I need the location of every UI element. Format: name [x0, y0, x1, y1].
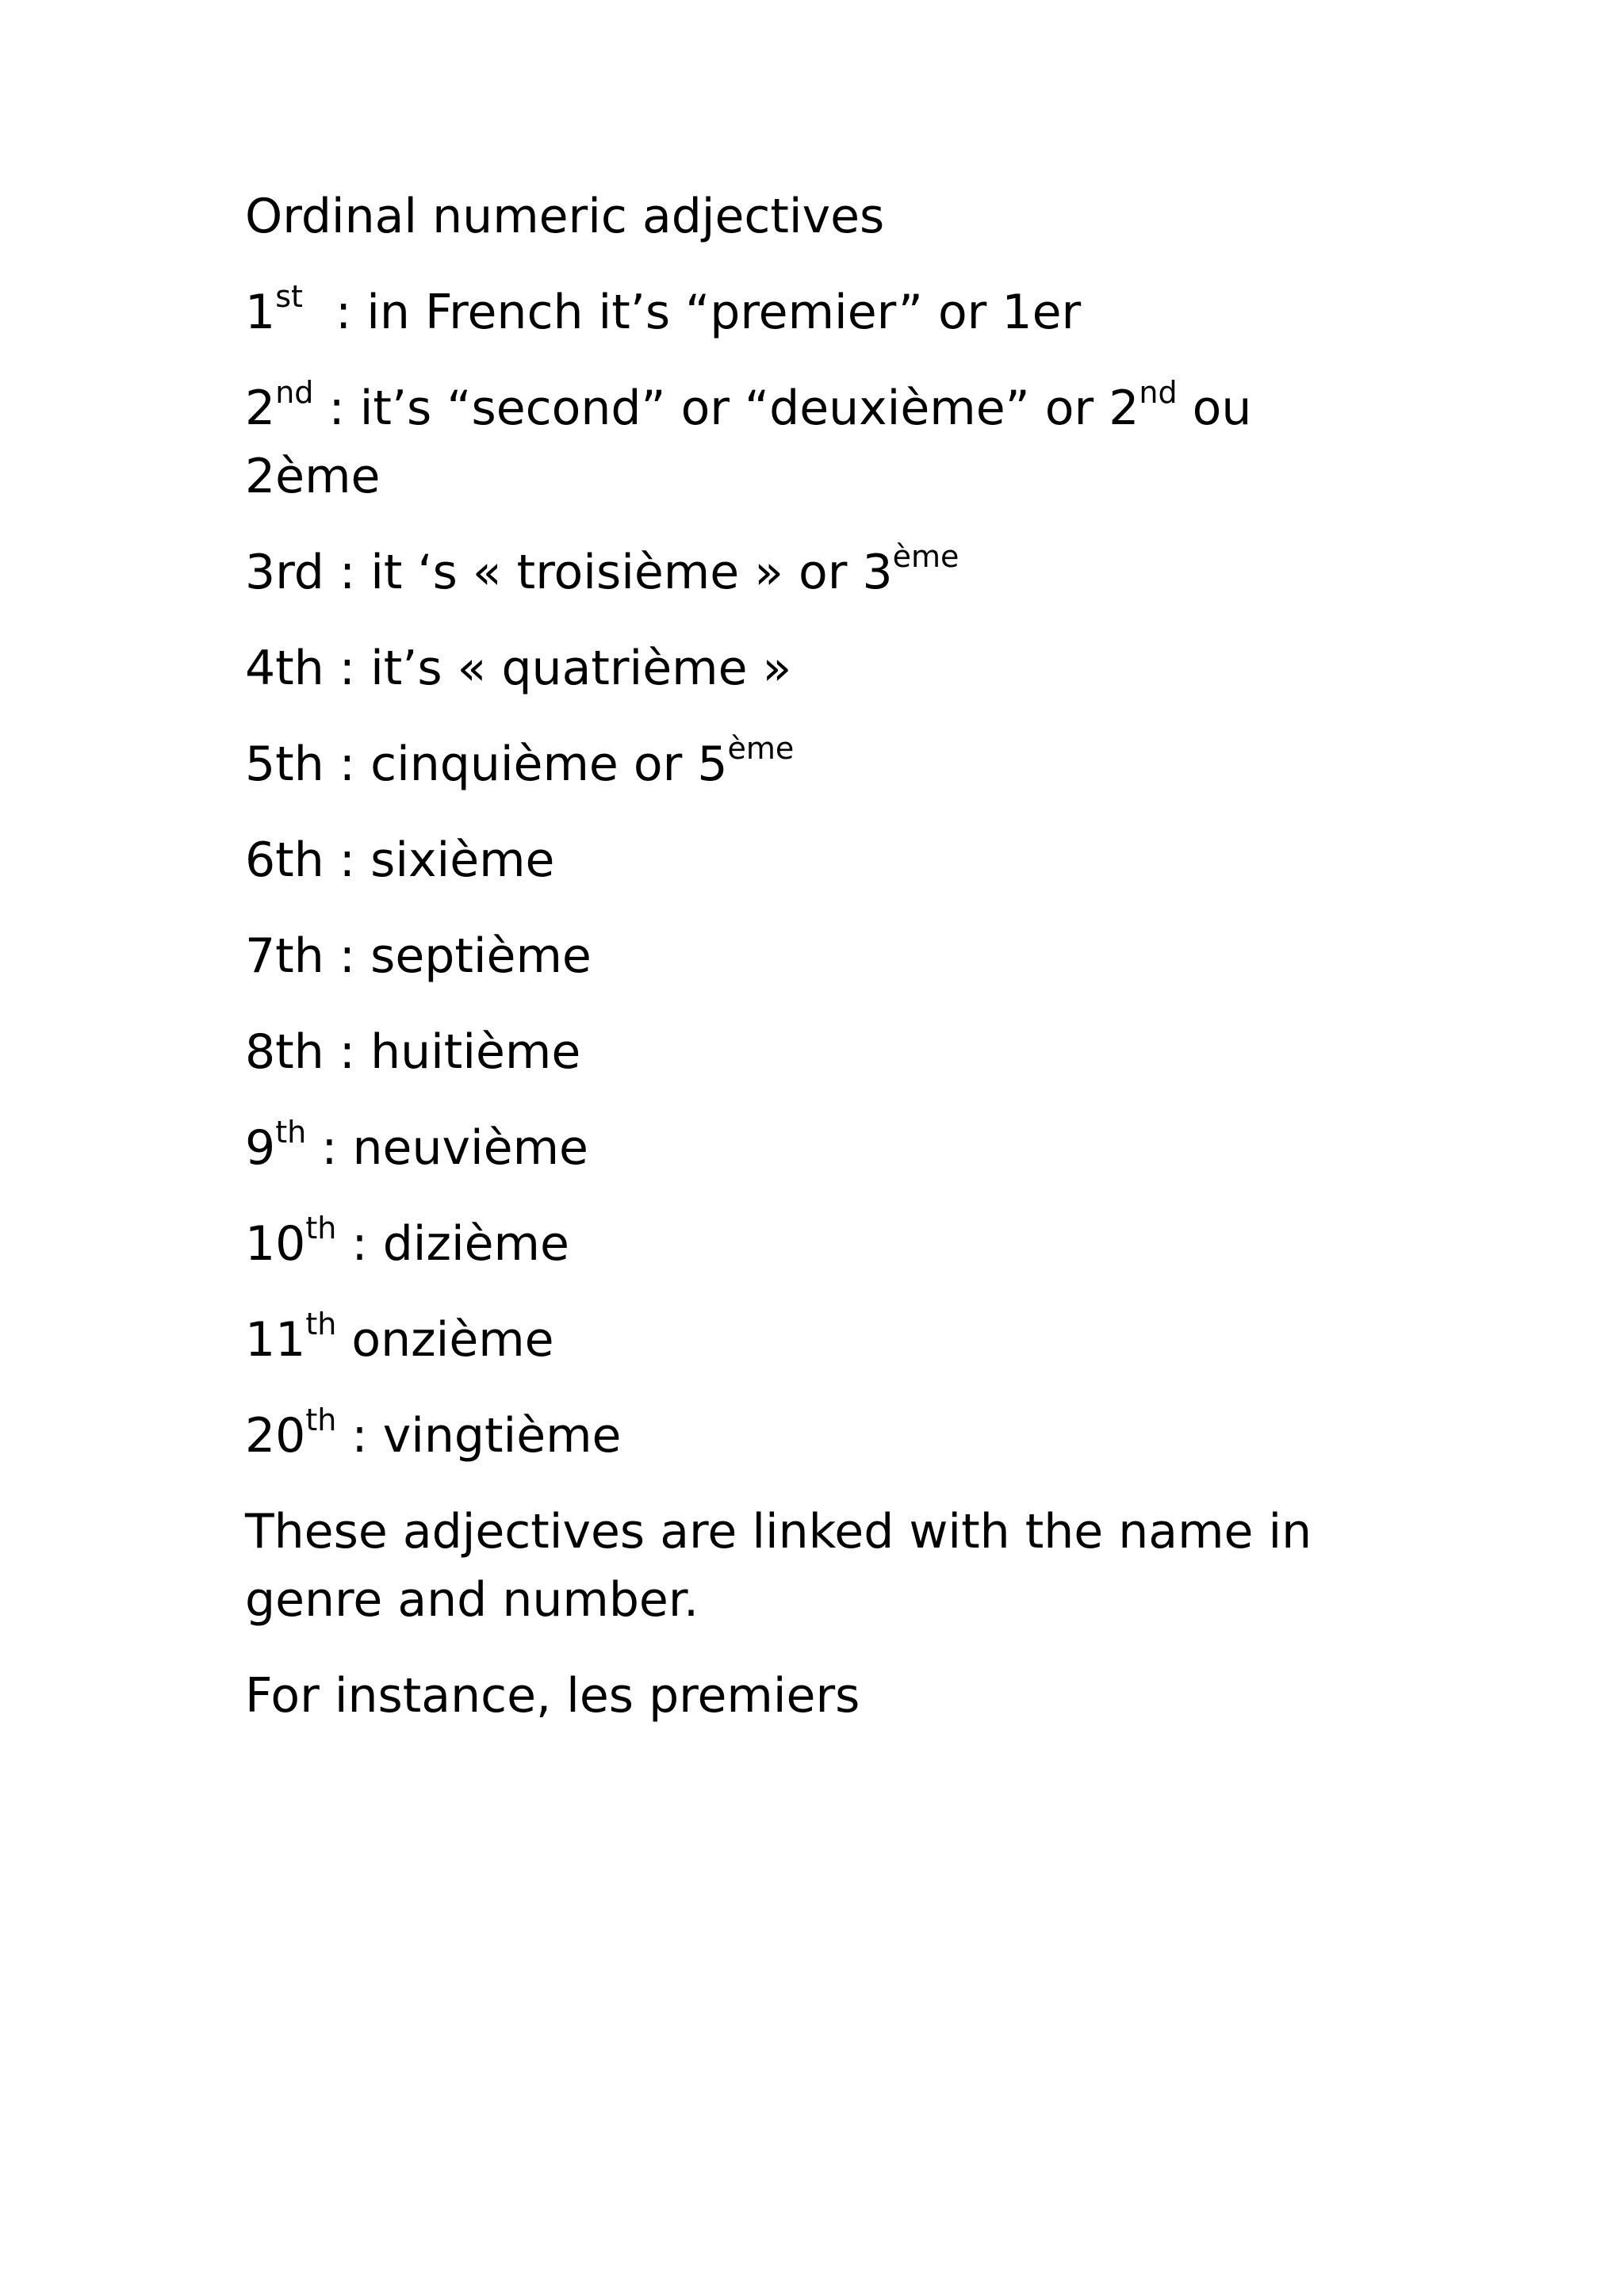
ordinal-suffix: st — [275, 279, 303, 314]
ordinal-number: 9 — [245, 1120, 276, 1176]
ordinal-8th: 8th : huitième — [245, 1024, 581, 1080]
ordinal-2nd — [245, 374, 1395, 511]
ordinal-11th — [245, 1306, 1395, 1374]
ordinal-suffix: ème — [727, 731, 795, 766]
ordinal-suffix: ème — [892, 539, 959, 574]
ordinal-5th — [245, 730, 1395, 798]
ordinal-suffix: nd — [275, 375, 314, 410]
ordinal-20th — [245, 1402, 1395, 1470]
ordinal-text-2: ou 2ème — [245, 381, 1252, 504]
ordinal-1st — [245, 278, 1395, 346]
ordinal-suffix: th — [275, 1115, 307, 1150]
ordinal-9th — [245, 1114, 1395, 1182]
ordinal-number: 20 — [245, 1408, 306, 1464]
ordinal-text: : dizième — [336, 1216, 569, 1272]
ordinal-3rd — [245, 538, 1395, 607]
ordinal-text: : in French it’s “premier” or 1er — [320, 285, 1082, 340]
ordinal-number: 2 — [245, 381, 276, 436]
ordinal-text: onzième — [336, 1312, 554, 1368]
ordinal-10th — [245, 1210, 1395, 1278]
ordinal-text: : neuvième — [306, 1120, 588, 1176]
document-title: Ordinal numeric adjectives — [245, 189, 885, 244]
agreement-paragraph: These adjectives are linked with the name in genre and number. — [245, 1504, 1312, 1628]
ordinal-suffix: th — [305, 1211, 337, 1246]
ordinal-6th: 6th : sixième — [245, 832, 555, 888]
ordinal-text: 3rd : it ‘s « troisième » or 3 — [245, 545, 893, 600]
ordinal-number: 1 — [245, 285, 276, 340]
ordinal-number: 10 — [245, 1216, 306, 1272]
ordinal-text: : it’s “second” or “deuxième” or 2 — [313, 381, 1139, 436]
ordinal-suffix-2: nd — [1139, 375, 1178, 410]
ordinal-suffix: th — [305, 1307, 337, 1341]
ordinal-7th: 7th : septième — [245, 928, 592, 984]
ordinal-suffix: th — [305, 1402, 337, 1437]
example-paragraph: For instance, les premiers — [245, 1668, 860, 1724]
document-page — [245, 182, 1395, 1758]
ordinal-number: 11 — [245, 1312, 306, 1368]
ordinal-4th: 4th : it’s « quatrième » — [245, 641, 792, 696]
ordinal-text: : vingtième — [336, 1408, 622, 1464]
ordinal-text: 5th : cinquième or 5 — [245, 737, 728, 792]
